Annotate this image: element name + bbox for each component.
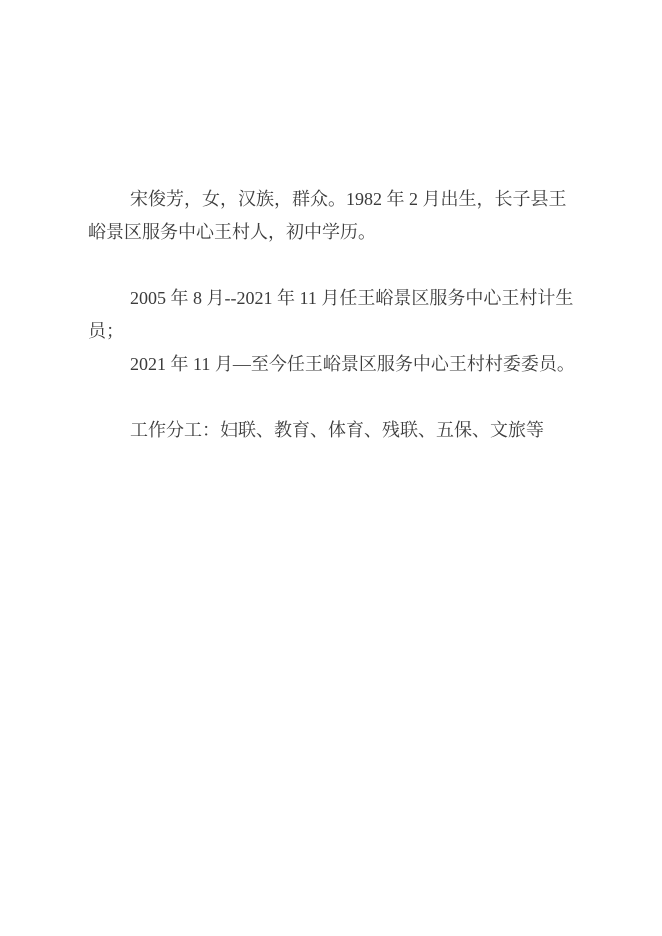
document-text-block [88, 183, 575, 447]
bio-paragraph-line-1: 宋俊芳，女，汉族，群众。1982 年 2 月出生，长子县王 [130, 189, 567, 209]
paragraph-gap [88, 381, 575, 414]
paragraph-gap [88, 249, 575, 282]
career-paragraph-line-2: 员； [88, 321, 124, 341]
duties-paragraph-line-1: 工作分工：妇联、教育、体育、残联、五保、文旅等 [130, 420, 544, 440]
career-paragraph-line-3: 2021 年 11 月—至今任王峪景区服务中心王村村委委员。 [130, 354, 575, 374]
career-paragraph-line-1: 2005 年 8 月--2021 年 11 月任王峪景区服务中心王村计生 [130, 288, 574, 308]
bio-paragraph-line-2: 峪景区服务中心王村人，初中学历。 [88, 222, 376, 242]
